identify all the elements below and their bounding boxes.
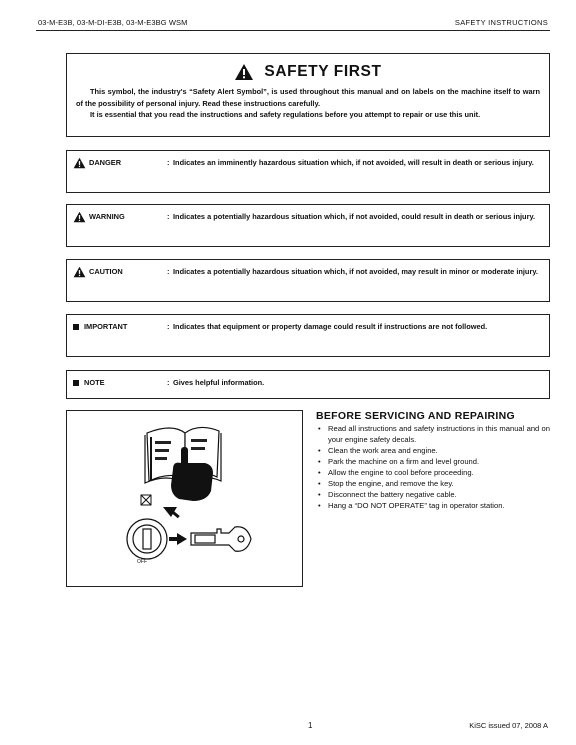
colon: : bbox=[167, 212, 170, 221]
header-section-title: SAFETY INSTRUCTIONS bbox=[454, 18, 548, 27]
list-item: • Hang a “DO NOT OPERATE” tag in operator station. bbox=[316, 500, 550, 511]
issue-info: KiSC issued 07, 2008 A bbox=[469, 721, 548, 730]
list-item: • Disconnect the battery negative cable. bbox=[316, 489, 550, 500]
colon: : bbox=[167, 158, 170, 167]
signal-term-warning: WARNING bbox=[89, 212, 125, 222]
list-item: • Clean the work area and engine. bbox=[316, 445, 550, 456]
key-icon bbox=[191, 527, 251, 552]
before-servicing-heading: BEFORE SERVICING AND REPAIRING bbox=[316, 410, 515, 422]
signal-description-important: Indicates that equipment or property damage could result if instructions are not followed. bbox=[173, 322, 488, 331]
signal-description-warning: Indicates a potentially hazardous situation which, if not avoided, could result in death or serious injury. bbox=[173, 212, 536, 221]
safety-alert-icon bbox=[73, 211, 86, 223]
signal-description-note: Gives helpful information. bbox=[173, 378, 265, 387]
colon: : bbox=[167, 267, 170, 276]
signal-box-danger bbox=[66, 150, 550, 193]
safety-first-text bbox=[76, 86, 540, 121]
signal-box-caution bbox=[66, 259, 550, 302]
square-bullet-icon bbox=[73, 380, 79, 386]
signal-term-important: IMPORTANT bbox=[84, 322, 128, 331]
signal-box-note bbox=[66, 370, 550, 399]
list-item: • Allow the engine to cool before proceeding. bbox=[316, 467, 550, 478]
signal-box-important bbox=[66, 314, 550, 357]
servicing-illustration bbox=[66, 410, 303, 587]
svg-text:OFF: OFF bbox=[137, 559, 147, 565]
signal-term-caution: CAUTION bbox=[89, 267, 123, 277]
safety-alert-icon bbox=[234, 63, 254, 81]
square-bullet-icon bbox=[73, 324, 79, 330]
before-servicing-list bbox=[316, 423, 550, 511]
intro-paragraph-2: It is essential that you read the instructions and safety regulations before you attempt to repair or use this unit. bbox=[90, 110, 481, 119]
safety-alert-icon bbox=[73, 266, 86, 278]
colon: : bbox=[167, 322, 170, 331]
header-model-codes: 03-M-E3B, 03-M-DI-E3B, 03-M-E3BG WSM bbox=[38, 18, 188, 27]
header-divider bbox=[36, 30, 550, 31]
colon: : bbox=[167, 378, 170, 387]
signal-description-caution: Indicates a potentially hazardous situation which, if not avoided, may result in minor or moderate injury. bbox=[173, 267, 538, 276]
safety-first-box bbox=[66, 53, 550, 137]
intro-paragraph-1: This symbol, the industry's “Safety Alert Symbol”, is used throughout this manual and on labels on the machine itself to warn of the possibility of personal injury. Read these instructions carefully. bbox=[76, 87, 540, 108]
signal-description-danger: Indicates an imminently hazardous situation which, if not avoided, will result in death or serious injury. bbox=[173, 158, 534, 167]
page-number: 1 bbox=[308, 721, 313, 730]
ignition-switch-icon bbox=[127, 519, 167, 565]
safety-alert-icon bbox=[73, 157, 86, 169]
signal-term-note: NOTE bbox=[84, 378, 105, 387]
list-item: • Park the machine on a firm and level ground. bbox=[316, 456, 550, 467]
engine-stop-icon bbox=[141, 495, 151, 505]
list-item: • Stop the engine, and remove the key. bbox=[316, 478, 550, 489]
manual-and-key-illustration bbox=[67, 411, 302, 586]
list-item: • Read all instructions and safety instructions in this manual and on your engine safety decals. bbox=[316, 423, 550, 445]
safety-first-title: SAFETY FIRST bbox=[264, 63, 382, 80]
safety-first-heading bbox=[76, 60, 540, 84]
signal-term-danger: DANGER bbox=[89, 158, 122, 168]
signal-box-warning bbox=[66, 204, 550, 247]
